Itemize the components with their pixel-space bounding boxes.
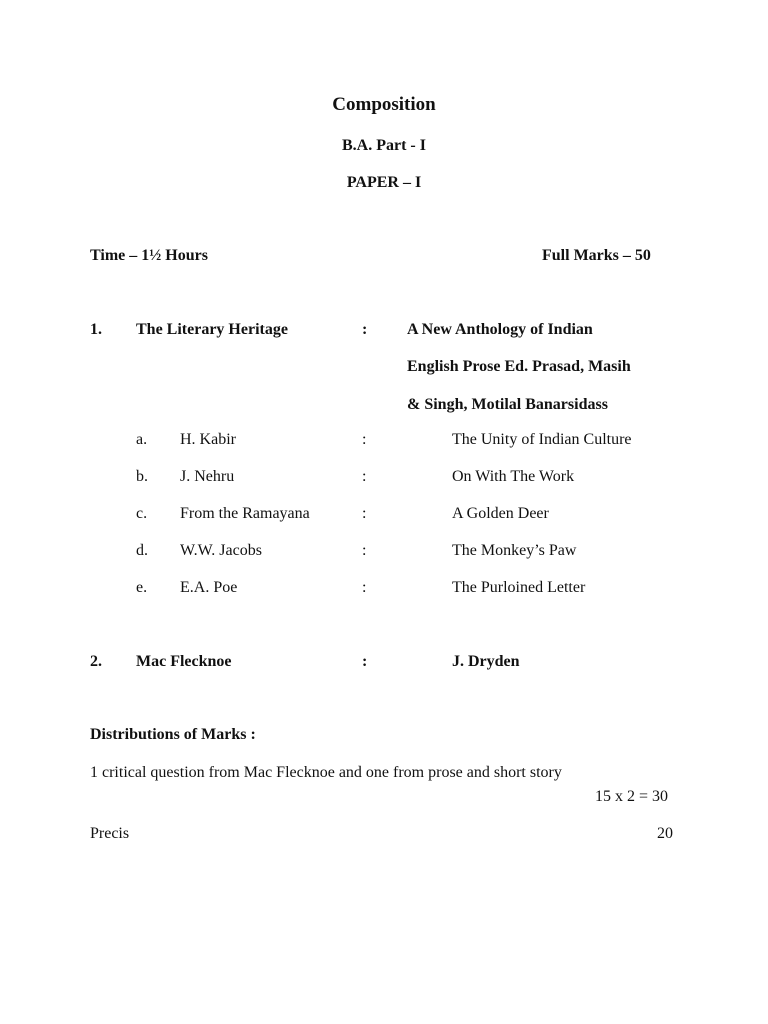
item-author: J. Nehru xyxy=(180,468,235,485)
time-label: Time – 1½ Hours xyxy=(90,247,208,264)
distribution-line: 1 critical question from Mac Flecknoe and one from prose and short story xyxy=(90,764,562,781)
anthology-line: & Singh, Motilal Banarsidass xyxy=(407,396,608,413)
item-letter: b. xyxy=(136,468,148,485)
item-author: E.A. Poe xyxy=(180,579,238,596)
distribution-heading: Distributions of Marks : xyxy=(90,726,256,743)
precis-marks: 20 xyxy=(657,825,673,842)
item-colon: : xyxy=(362,579,367,596)
course-label: B.A. Part - I xyxy=(342,137,426,154)
section-number: 1. xyxy=(90,321,102,338)
item-work: On With The Work xyxy=(452,468,575,485)
anthology-line: A New Anthology of Indian xyxy=(407,321,593,338)
anthology-line: English Prose Ed. Prasad, Masih xyxy=(407,358,631,375)
item-work: The Unity of Indian Culture xyxy=(452,431,632,448)
page-title: Composition xyxy=(332,94,436,115)
item-letter: c. xyxy=(136,505,148,522)
section-title: Mac Flecknoe xyxy=(136,653,232,670)
section-colon: : xyxy=(362,321,368,338)
item-author: H. Kabir xyxy=(180,431,236,448)
item-author: W.W. Jacobs xyxy=(180,542,262,559)
item-author: From the Ramayana xyxy=(180,505,310,522)
section-number: 2. xyxy=(90,653,102,670)
section-colon: : xyxy=(362,653,368,670)
item-letter: a. xyxy=(136,431,148,448)
paper-label: PAPER – I xyxy=(346,174,422,191)
item-letter: d. xyxy=(136,542,148,559)
item-work: The Purloined Letter xyxy=(452,579,586,596)
full-marks-label: Full Marks – 50 xyxy=(542,247,651,264)
section-title: The Literary Heritage xyxy=(136,321,288,338)
precis-label: Precis xyxy=(90,825,130,842)
item-work: A Golden Deer xyxy=(452,505,549,522)
item-colon: : xyxy=(362,468,367,485)
section-author: J. Dryden xyxy=(452,653,520,670)
item-letter: e. xyxy=(136,579,148,596)
item-colon: : xyxy=(362,431,367,448)
distribution-marks: 15 x 2 = 30 xyxy=(594,788,668,805)
item-work: The Monkey’s Paw xyxy=(452,542,577,559)
item-colon: : xyxy=(362,505,367,522)
item-colon: : xyxy=(362,542,367,559)
